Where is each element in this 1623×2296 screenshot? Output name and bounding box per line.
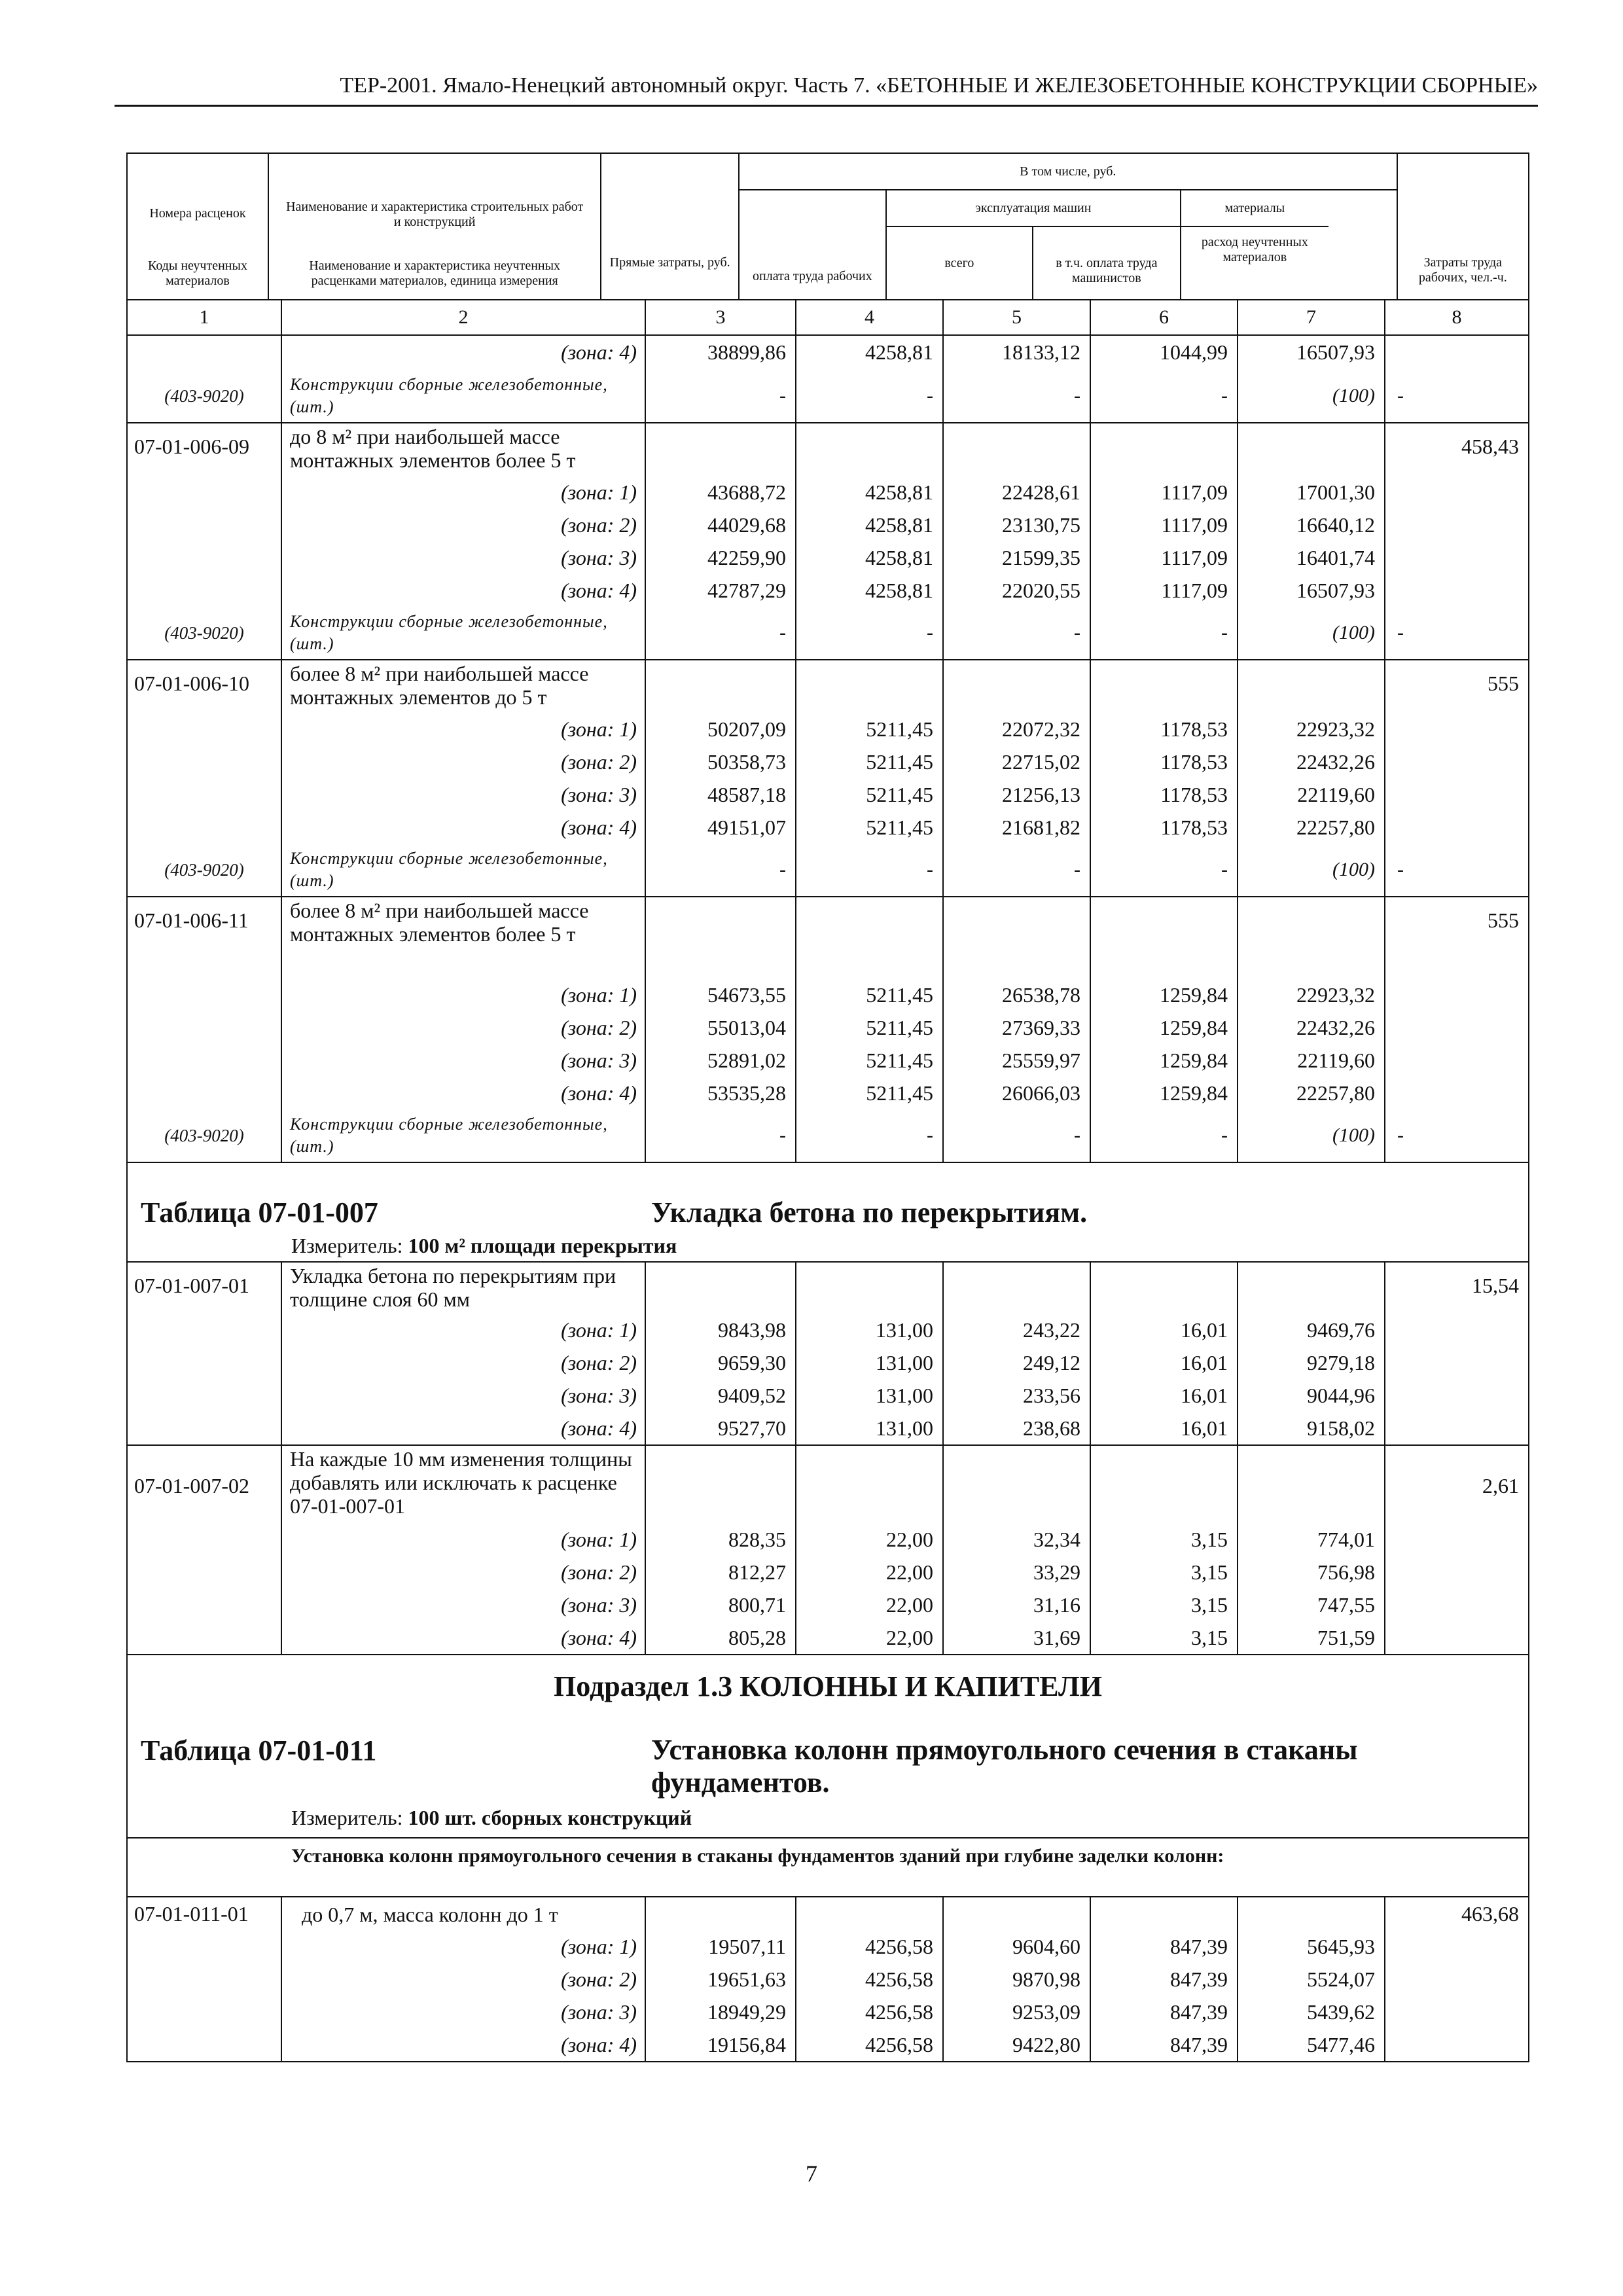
machines-total: 25559,97 (944, 1044, 1091, 1077)
header-materials-label: материалы (1181, 190, 1329, 227)
resource-desc: Конструкции сборные железобетонные, (шт.) (282, 844, 646, 896)
table-row (128, 1044, 1528, 1077)
resource-row (128, 844, 1528, 897)
machinists-pay: 1259,84 (1091, 1077, 1238, 1109)
machinists-pay: 1178,53 (1091, 778, 1238, 811)
header-col-4-label: оплата труда рабочих (753, 269, 872, 283)
zone-label: (зона: 4) (282, 1412, 646, 1444)
dash: - (796, 607, 944, 659)
machinists-pay: 1117,09 (1091, 541, 1238, 574)
dash: - (1091, 1109, 1238, 1162)
machinists-pay: 1178,53 (1091, 811, 1238, 844)
machines-total: 18133,12 (944, 336, 1091, 370)
table-row (128, 978, 1528, 1011)
machines-total: 9422,80 (944, 2028, 1091, 2061)
labor-pay: 131,00 (796, 1346, 944, 1379)
zone-label: (зона: 2) (282, 1963, 646, 1996)
table-row (128, 1346, 1528, 1379)
col-number-5: 5 (944, 300, 1091, 334)
materials: 9469,76 (1238, 1314, 1385, 1346)
labor-pay: 5211,45 (796, 1011, 944, 1044)
machinists-pay: 16,01 (1091, 1412, 1238, 1444)
meter-label: Измеритель: (291, 1806, 403, 1829)
labor-pay: 4258,81 (796, 509, 944, 541)
header-col-2-bottom: Наименование и характеристика неучтенных расценками материалов, единица измерения (309, 259, 561, 288)
machines-total: 233,56 (944, 1379, 1091, 1412)
labor-hours: 458,43 (1461, 435, 1519, 458)
machines-total: 9253,09 (944, 1996, 1091, 2028)
materials: 5645,93 (1238, 1930, 1385, 1963)
dash: - (944, 1109, 1091, 1162)
labor-pay: 5211,45 (796, 713, 944, 745)
direct-cost: 53535,28 (646, 1077, 796, 1109)
machinists-pay: 1117,09 (1091, 476, 1238, 509)
direct-cost: 9409,52 (646, 1379, 796, 1412)
table-row (128, 509, 1528, 541)
resource-row (128, 370, 1528, 423)
rate-desc: более 8 м² при наибольшей массе монтажных элементов более 5 т (282, 897, 646, 978)
rate-desc: до 0,7 м, масса колонн до 1 т (282, 1897, 646, 1930)
materials: 22432,26 (1238, 745, 1385, 778)
materials: 9279,18 (1238, 1346, 1385, 1379)
col-number-3: 3 (646, 300, 796, 334)
dash: - (1397, 859, 1404, 880)
direct-cost: 50207,09 (646, 713, 796, 745)
table-row (128, 1077, 1528, 1109)
zone-label: (зона: 1) (282, 1930, 646, 1963)
zone-label: (зона: 4) (282, 336, 646, 370)
machinists-pay: 1178,53 (1091, 745, 1238, 778)
rate-code: 07-01-011-01 (128, 1897, 282, 1930)
dash: - (1091, 607, 1238, 659)
header-col-8-label: Затраты труда рабочих, чел.-ч. (1418, 255, 1507, 285)
rate-row (128, 1263, 1528, 1314)
col-number-1: 1 (128, 300, 282, 334)
resource-desc: Конструкции сборные железобетонные, (шт.) (282, 1109, 646, 1162)
machines-total: 21256,13 (944, 778, 1091, 811)
dash: - (1397, 1124, 1404, 1146)
resource-code: (403-9020) (128, 607, 282, 659)
table-007-name: Укладка бетона по перекрытиям. (651, 1196, 1088, 1229)
materials: 9044,96 (1238, 1379, 1385, 1412)
resource-code: (403-9020) (128, 844, 282, 896)
table-007-heading (128, 1163, 1528, 1261)
labor-hours: 463,68 (1461, 1902, 1519, 1926)
zone-label: (зона: 3) (282, 1588, 646, 1621)
direct-cost: 50358,73 (646, 745, 796, 778)
table-row (128, 476, 1528, 509)
header-col-7-label: расход неучтенных материалов (1201, 235, 1308, 264)
zone-label: (зона: 2) (282, 509, 646, 541)
header-rule (115, 105, 1538, 107)
meter-label: Измеритель: (291, 1234, 403, 1257)
col-number-6: 6 (1091, 300, 1238, 334)
labor-pay: 4256,58 (796, 1996, 944, 2028)
materials: 747,55 (1238, 1588, 1385, 1621)
materials: 22923,32 (1238, 713, 1385, 745)
direct-cost: 55013,04 (646, 1011, 796, 1044)
zone-label: (зона: 3) (282, 541, 646, 574)
machinists-pay: 1117,09 (1091, 509, 1238, 541)
machines-total: 26538,78 (944, 978, 1091, 1011)
table-row (128, 1963, 1528, 1996)
direct-cost: 828,35 (646, 1523, 796, 1556)
direct-cost: 18949,29 (646, 1996, 796, 2028)
table-row (128, 1930, 1528, 1963)
table-row (128, 1588, 1528, 1621)
labor-pay: 4256,58 (796, 2028, 944, 2061)
machinists-pay: 16,01 (1091, 1314, 1238, 1346)
dash: - (796, 844, 944, 896)
machines-total: 22715,02 (944, 745, 1091, 778)
dash: - (1091, 844, 1238, 896)
rate-code: 07-01-006-09 (128, 423, 282, 476)
dash: - (646, 607, 796, 659)
header-col-1 (128, 154, 269, 299)
dash: - (944, 370, 1091, 422)
header-col-3-label: Прямые затраты, руб. (609, 255, 730, 270)
direct-cost: 38899,86 (646, 336, 796, 370)
column-numbers (128, 300, 1528, 336)
materials: 22923,32 (1238, 978, 1385, 1011)
zone-label: (зона: 1) (282, 978, 646, 1011)
machinists-pay: 847,39 (1091, 1930, 1238, 1963)
zone-label: (зона: 1) (282, 476, 646, 509)
rate-desc: Укладка бетона по перекрытиям при толщине слоя 60 мм (282, 1263, 646, 1314)
resource-code: (403-9020) (128, 370, 282, 422)
zone-label: (зона: 1) (282, 713, 646, 745)
labor-pay: 5211,45 (796, 1077, 944, 1109)
machines-total: 9870,98 (944, 1963, 1091, 1996)
materials: 22257,80 (1238, 1077, 1385, 1109)
resource-desc: Конструкции сборные железобетонные, (шт.) (282, 370, 646, 422)
dash: - (1091, 370, 1238, 422)
machines-total: 249,12 (944, 1346, 1091, 1379)
header-col-5-label: всего (944, 256, 974, 270)
resource-desc: Конструкции сборные железобетонные, (шт.) (282, 607, 646, 659)
zone-label: (зона: 2) (282, 745, 646, 778)
resource-code: (403-9020) (128, 1109, 282, 1162)
header-col-6 (1033, 227, 1180, 299)
machines-total: 32,34 (944, 1523, 1091, 1556)
machinists-pay: 847,39 (1091, 1996, 1238, 2028)
direct-cost: 805,28 (646, 1621, 796, 1654)
materials: 22432,26 (1238, 1011, 1385, 1044)
col-number-2: 2 (282, 300, 646, 334)
dash: - (944, 607, 1091, 659)
rate-row (128, 897, 1528, 978)
zone-label: (зона: 2) (282, 1346, 646, 1379)
labor-pay: 5211,45 (796, 1044, 944, 1077)
dash: - (1397, 385, 1404, 406)
machines-total: 26066,03 (944, 1077, 1091, 1109)
direct-cost: 52891,02 (646, 1044, 796, 1077)
machines-total: 27369,33 (944, 1011, 1091, 1044)
subsection-title: Подраздел 1.3 КОЛОННЫ И КАПИТЕЛИ (554, 1670, 1102, 1702)
zone-label: (зона: 1) (282, 1523, 646, 1556)
table-row (128, 2028, 1528, 2061)
table-007-meter (128, 1231, 677, 1260)
zone-label: (зона: 4) (282, 2028, 646, 2061)
labor-pay: 5211,45 (796, 778, 944, 811)
labor-pay: 22,00 (796, 1556, 944, 1588)
table-row (128, 1011, 1528, 1044)
header-col-8 (1398, 154, 1528, 299)
rate-row (128, 1446, 1528, 1523)
machinists-pay: 847,39 (1091, 1963, 1238, 1996)
direct-cost: 44029,68 (646, 509, 796, 541)
materials: 5477,46 (1238, 2028, 1385, 2061)
table-row (128, 778, 1528, 811)
direct-cost: 9659,30 (646, 1346, 796, 1379)
table-row (128, 811, 1528, 844)
machinists-pay: 1178,53 (1091, 713, 1238, 745)
direct-cost: 43688,72 (646, 476, 796, 509)
labor-pay: 5211,45 (796, 811, 944, 844)
labor-pay: 4256,58 (796, 1963, 944, 1996)
direct-cost: 48587,18 (646, 778, 796, 811)
dash: - (1397, 622, 1404, 643)
machinists-pay: 3,15 (1091, 1523, 1238, 1556)
rate-row (128, 1897, 1528, 1930)
rate-desc: до 8 м² при наибольшей массе монтажных элементов более 5 т (282, 423, 646, 476)
materials: 5524,07 (1238, 1963, 1385, 1996)
col-number-8: 8 (1452, 306, 1462, 328)
table-row (128, 574, 1528, 607)
header-col-2 (269, 154, 601, 299)
dash: - (646, 370, 796, 422)
table-row (128, 1379, 1528, 1412)
zone-label: (зона: 3) (282, 1044, 646, 1077)
labor-pay: 4258,81 (796, 476, 944, 509)
zone-label: (зона: 3) (282, 778, 646, 811)
materials: 22257,80 (1238, 811, 1385, 844)
machines-total: 22072,32 (944, 713, 1091, 745)
labor-pay: 5211,45 (796, 978, 944, 1011)
group-description: Установка колонн прямоугольного сечения в стаканы фундаментов зданий при глубине заделки колонн: (291, 1845, 1224, 1867)
header-col-2-top: Наименование и характеристика строительных работ и конструкций (286, 200, 584, 229)
table-row (128, 1996, 1528, 2028)
resource-row (128, 607, 1528, 660)
rate-code: 07-01-007-01 (128, 1263, 282, 1314)
machinists-pay: 1117,09 (1091, 574, 1238, 607)
machinists-pay: 847,39 (1091, 2028, 1238, 2061)
direct-cost: 9527,70 (646, 1412, 796, 1444)
direct-cost: 812,27 (646, 1556, 796, 1588)
zone-label: (зона: 3) (282, 1379, 646, 1412)
header-group-label: В том числе, руб. (740, 154, 1397, 190)
rate-desc: На каждые 10 мм изменения толщины добавлять или исключать к расценке 07-01-007-01 (282, 1446, 646, 1523)
dash: - (796, 370, 944, 422)
header-col-6-label: в т.ч. оплата труда машинистов (1056, 256, 1158, 285)
machines-total: 21681,82 (944, 811, 1091, 844)
machines-total: 33,29 (944, 1556, 1091, 1588)
machines-total: 9604,60 (944, 1930, 1091, 1963)
materials: 16640,12 (1238, 509, 1385, 541)
materials: 16507,93 (1238, 574, 1385, 607)
rate-code: 07-01-007-02 (128, 1446, 282, 1523)
labor-pay: 131,00 (796, 1314, 944, 1346)
table-row (128, 1621, 1528, 1655)
meter-value: 100 шт. сборных конструкций (408, 1806, 692, 1829)
labor-pay: 131,00 (796, 1379, 944, 1412)
table-011-title: Таблица 07-01-011 (141, 1734, 377, 1767)
header-machines-label: эксплуатация машин (887, 190, 1180, 227)
zone-label: (зона: 1) (282, 1314, 646, 1346)
direct-cost: 19507,11 (646, 1930, 796, 1963)
dash: - (646, 844, 796, 896)
resource-amount: (100) (1238, 370, 1385, 422)
table-row (128, 541, 1528, 574)
zone-label: (зона: 4) (282, 811, 646, 844)
table-row (128, 745, 1528, 778)
direct-cost: 42259,90 (646, 541, 796, 574)
table-007-title: Таблица 07-01-007 (141, 1196, 378, 1229)
machinists-pay: 1259,84 (1091, 978, 1238, 1011)
table-row (128, 1523, 1528, 1556)
resource-amount: (100) (1238, 607, 1385, 659)
materials: 17001,30 (1238, 476, 1385, 509)
machines-total: 23130,75 (944, 509, 1091, 541)
table-row (128, 713, 1528, 745)
labor-pay: 4258,81 (796, 336, 944, 370)
machines-total: 22428,61 (944, 476, 1091, 509)
dash: - (796, 1109, 944, 1162)
header-col-1-bottom: Коды неучтенных материалов (147, 259, 247, 288)
zone-label: (зона: 3) (282, 1996, 646, 2028)
price-table (126, 152, 1529, 2062)
materials: 22119,60 (1238, 1044, 1385, 1077)
table-011-heading (128, 1655, 1528, 1837)
col-number-4: 4 (796, 300, 944, 334)
machinists-pay: 16,01 (1091, 1346, 1238, 1379)
rate-code: 07-01-006-10 (128, 660, 282, 713)
direct-cost: 49151,07 (646, 811, 796, 844)
machinists-pay: 3,15 (1091, 1621, 1238, 1654)
header-group (740, 154, 1398, 299)
direct-cost: 800,71 (646, 1588, 796, 1621)
header-materials (1181, 190, 1329, 299)
dash: - (944, 844, 1091, 896)
machines-total: 22020,55 (944, 574, 1091, 607)
page-header: ТЕР-2001. Ямало-Ненецкий автономный округ. Часть 7. «БЕТОННЫЕ И ЖЕЛЕЗОБЕТОННЫЕ КОНСТРУКЦИИ СБОРНЫЕ» (340, 73, 1538, 98)
direct-cost: 9843,98 (646, 1314, 796, 1346)
machines-total: 21599,35 (944, 541, 1091, 574)
zone-label: (зона: 2) (282, 1556, 646, 1588)
labor-hours: 555 (1488, 908, 1519, 932)
header-col-4 (740, 190, 887, 299)
machinists-pay: 3,15 (1091, 1556, 1238, 1588)
labor-pay: 5211,45 (796, 745, 944, 778)
labor-pay: 22,00 (796, 1588, 944, 1621)
resource-row (128, 1109, 1528, 1163)
table-row (128, 1556, 1528, 1588)
table-header (128, 154, 1528, 300)
materials: 16401,74 (1238, 541, 1385, 574)
table-row (128, 1412, 1528, 1446)
col-number-7: 7 (1238, 300, 1385, 334)
labor-hours: 15,54 (1472, 1274, 1519, 1297)
zone-label: (зона: 4) (282, 1621, 646, 1654)
machines-total: 243,22 (944, 1314, 1091, 1346)
direct-cost: 54673,55 (646, 978, 796, 1011)
resource-amount: (100) (1238, 1109, 1385, 1162)
zone-label: (зона: 4) (282, 574, 646, 607)
labor-hours: 555 (1488, 672, 1519, 695)
dash: - (646, 1109, 796, 1162)
labor-pay: 131,00 (796, 1412, 944, 1444)
resource-amount: (100) (1238, 844, 1385, 896)
machines-total: 238,68 (944, 1412, 1091, 1444)
table-row (128, 336, 1528, 370)
machinists-pay: 3,15 (1091, 1588, 1238, 1621)
header-col-5 (887, 227, 1033, 299)
labor-hours: 2,61 (1482, 1474, 1519, 1498)
table-011-meter (128, 1803, 692, 1832)
labor-pay: 22,00 (796, 1523, 944, 1556)
table-011-name: Установка колонн прямоугольного сечения в стаканы фундаментов. (651, 1734, 1358, 1799)
direct-cost: 42787,29 (646, 574, 796, 607)
machinists-pay: 1044,99 (1091, 336, 1238, 370)
group-description-row (128, 1839, 1528, 1897)
labor-pay: 4258,81 (796, 574, 944, 607)
materials: 16507,93 (1238, 336, 1385, 370)
machines-total: 31,69 (944, 1621, 1091, 1654)
rate-code: 07-01-006-11 (128, 897, 282, 978)
labor-pay: 22,00 (796, 1621, 944, 1654)
header-machines (887, 190, 1181, 299)
materials: 751,59 (1238, 1621, 1385, 1654)
header-col-3 (601, 154, 739, 299)
direct-cost: 19651,63 (646, 1963, 796, 1996)
machines-total: 31,16 (944, 1588, 1091, 1621)
direct-cost: 19156,84 (646, 2028, 796, 2061)
meter-value: 100 м² площади перекрытия (408, 1234, 677, 1257)
machinists-pay: 1259,84 (1091, 1044, 1238, 1077)
materials: 5439,62 (1238, 1996, 1385, 2028)
materials: 22119,60 (1238, 778, 1385, 811)
header-col-1-top: Номера расценок (149, 206, 246, 221)
page-number: 7 (806, 2161, 817, 2187)
rate-desc: более 8 м² при наибольшей массе монтажных элементов до 5 т (282, 660, 646, 713)
rate-row (128, 423, 1528, 476)
rate-row (128, 660, 1528, 713)
labor-pay: 4256,58 (796, 1930, 944, 1963)
machinists-pay: 1259,84 (1091, 1011, 1238, 1044)
zone-label: (зона: 4) (282, 1077, 646, 1109)
materials: 774,01 (1238, 1523, 1385, 1556)
zone-label: (зона: 2) (282, 1011, 646, 1044)
materials: 756,98 (1238, 1556, 1385, 1588)
materials: 9158,02 (1238, 1412, 1385, 1444)
machinists-pay: 16,01 (1091, 1379, 1238, 1412)
table-row (128, 1314, 1528, 1346)
labor-pay: 4258,81 (796, 541, 944, 574)
